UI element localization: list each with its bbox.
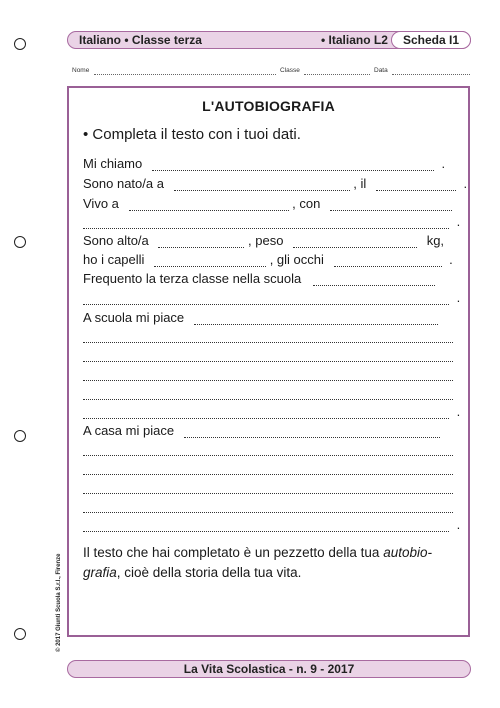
period-mark: .: [456, 517, 461, 532]
period-mark: .: [441, 156, 446, 171]
copyright-notice: © 2017 Giunti Scuola S.r.l., Firenze: [56, 553, 62, 652]
school-likes-line: [83, 328, 455, 346]
binder-hole-bottom: [14, 628, 26, 640]
binder-hole-upper-middle: [14, 236, 26, 248]
frequento-label: Frequento la terza classe nella scuola: [83, 271, 302, 286]
school-likes-line: [83, 385, 455, 403]
closing-italic-2: grafia: [83, 565, 117, 580]
form-line-appearance: [83, 252, 455, 270]
con-label: , con: [292, 196, 321, 211]
binder-hole-lower-middle: [14, 430, 26, 442]
nome-field[interactable]: [94, 68, 276, 75]
period-mark: .: [463, 176, 468, 191]
home-likes-field[interactable]: [83, 481, 453, 494]
residence-continuation-field[interactable]: [83, 216, 449, 229]
classe-field[interactable]: [304, 68, 370, 75]
form-line-school-cont: [83, 290, 461, 308]
scheda-badge: Scheda I1: [391, 31, 471, 49]
home-likes-field[interactable]: [83, 462, 453, 475]
sono-nato-label: Sono nato/a a: [83, 176, 164, 191]
home-likes-field[interactable]: [83, 500, 453, 513]
hair-field[interactable]: [154, 254, 266, 267]
form-line-school: [83, 271, 455, 289]
form-line-home-likes: [83, 423, 455, 441]
instruction-text: • Completa il testo con i tuoi dati.: [83, 126, 301, 143]
home-likes-field[interactable]: [184, 425, 440, 438]
kg-label: kg,: [426, 233, 445, 248]
a-scuola-label: A scuola mi piace: [83, 310, 185, 325]
classe-label: Classe: [280, 67, 300, 74]
footer-bar: La Vita Scolastica - n. 9 - 2017: [67, 660, 471, 678]
binder-hole-top: [14, 38, 26, 50]
period-mark: .: [449, 252, 453, 267]
form-line-residence: [83, 196, 455, 214]
school-likes-line: [83, 347, 455, 365]
school-likes-field[interactable]: [83, 406, 449, 419]
school-likes-field[interactable]: [194, 312, 438, 325]
home-likes-line: [83, 498, 455, 516]
header-bar: [67, 31, 471, 49]
form-line-school-likes: [83, 310, 455, 328]
school-likes-field[interactable]: [83, 349, 453, 362]
birthplace-field[interactable]: [174, 178, 350, 191]
weight-field[interactable]: [293, 235, 417, 248]
home-likes-field[interactable]: [83, 443, 453, 456]
header-subject: Italiano • Classe terza: [79, 33, 202, 47]
home-likes-line: [83, 479, 455, 497]
a-casa-label: A casa mi piace: [83, 423, 175, 438]
form-line-residence-cont: [83, 214, 461, 232]
home-likes-field[interactable]: [83, 519, 449, 532]
school-likes-line: [83, 366, 455, 384]
occhi-label: , gli occhi: [269, 252, 324, 267]
residence-field[interactable]: [129, 198, 289, 211]
form-line-height: [83, 233, 455, 251]
school-likes-field[interactable]: [83, 387, 453, 400]
closing-italic-1: autobio-: [383, 545, 432, 560]
form-line-birth: [83, 176, 468, 194]
worksheet-title: L'AUTOBIOGRAFIA: [202, 98, 335, 114]
data-label: Data: [374, 67, 388, 74]
birthdate-field[interactable]: [376, 178, 456, 191]
peso-label: , peso: [248, 233, 284, 248]
capelli-label: ho i capelli: [83, 252, 145, 267]
period-mark: .: [456, 214, 461, 229]
period-mark: .: [456, 290, 461, 305]
closing-text-2: , cioè della storia della tua vita.: [116, 565, 302, 580]
height-field[interactable]: [158, 235, 244, 248]
worksheet-box: [67, 86, 470, 637]
vivo-a-label: Vivo a: [83, 196, 119, 211]
mi-chiamo-label: Mi chiamo: [83, 156, 143, 171]
home-likes-line: [83, 441, 455, 459]
form-line-name: [83, 156, 455, 174]
school-continuation-field[interactable]: [83, 292, 449, 305]
school-likes-field[interactable]: [83, 330, 453, 343]
period-mark: .: [456, 404, 461, 419]
school-likes-line: [83, 404, 461, 422]
home-likes-line: [83, 517, 461, 535]
lives-with-field[interactable]: [330, 198, 452, 211]
home-likes-line: [83, 460, 455, 478]
data-field[interactable]: [392, 68, 470, 75]
closing-paragraph: [83, 543, 455, 583]
school-field[interactable]: [313, 273, 435, 286]
school-likes-field[interactable]: [83, 368, 453, 381]
sono-alto-label: Sono alto/a: [83, 233, 149, 248]
closing-text-1: Il testo che hai completato è un pezzetto della tua: [83, 545, 384, 560]
header-course: • Italiano L2: [321, 33, 388, 47]
nome-label: Nome: [72, 67, 90, 74]
name-field[interactable]: [152, 158, 434, 171]
il-label: , il: [353, 176, 367, 191]
eyes-field[interactable]: [334, 254, 442, 267]
